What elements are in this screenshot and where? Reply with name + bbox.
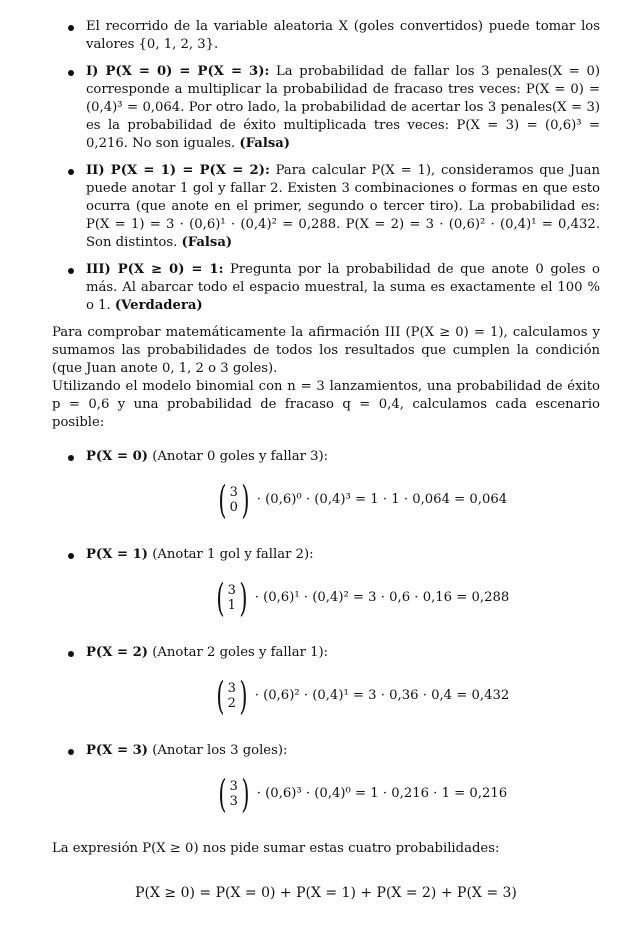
binomial-numbers bbox=[228, 583, 236, 613]
case-item-2 bbox=[52, 644, 600, 716]
claim-item-1 bbox=[52, 63, 600, 153]
case-item-0 bbox=[52, 448, 600, 520]
binom-k: 1 bbox=[227, 598, 236, 613]
claim-body: Para calcular P(X = 1), consideramos que Juan puede anotar 1 gol y fallar 2. Existen 3 combinaciones o formas en que esto ocurra (que anote en el primer, segundo o tercer tiro). La probabilidad es: P(X = 1) = 3 · (0,6)¹ · (0,4)² = 0,288. P(X = 2) = 3 · (0,6)² · (0,4)¹ = 0,432. Son distintos. bbox=[86, 163, 600, 250]
intro-text: El recorrido de la variable aleatoria X (goles convertidos) puede tomar los valores {0, 1, 2, 3}. bbox=[86, 19, 600, 52]
intro-bullet bbox=[52, 18, 600, 54]
claim-head: II) P(X = 1) = P(X = 2): bbox=[86, 163, 270, 178]
claim-head: I) P(X = 0) = P(X = 3): bbox=[86, 64, 270, 79]
right-paren: ) bbox=[239, 674, 248, 718]
case-formula bbox=[122, 480, 600, 520]
binom-n: 3 bbox=[229, 485, 238, 500]
total-formula: P(X ≥ 0) = P(X = 0) + P(X = 1) + P(X = 2) + P(X = 3) bbox=[135, 885, 517, 901]
right-paren: ) bbox=[241, 772, 250, 816]
binomial-numbers bbox=[228, 681, 236, 711]
claim-verdict: (Falsa) bbox=[239, 136, 291, 151]
case-item-1 bbox=[52, 546, 600, 618]
right-paren: ) bbox=[239, 576, 248, 620]
binomial-coefficient bbox=[215, 772, 253, 816]
document-page bbox=[52, 18, 600, 902]
case-title: P(X = 1) bbox=[86, 547, 149, 562]
left-paren: ( bbox=[218, 772, 227, 816]
formula-rest: · (0,6)⁰ · (0,4)³ = 1 · 1 · 0,064 = 0,064 bbox=[256, 492, 508, 507]
paragraph-verification: Para comprobar matemáticamente la afirmación III (P(X ≥ 0) = 1), calculamos y sumamos las probabilidades de todos los resultados que cumplen la condición (que Juan anote 0, 1, 2 o 3 goles). bbox=[52, 325, 600, 376]
formula-rest: · (0,6)² · (0,4)¹ = 3 · 0,36 · 0,4 = 0,432 bbox=[254, 688, 510, 703]
case-title: P(X = 0) bbox=[86, 449, 149, 464]
case-description: (Anotar 1 gol y fallar 2): bbox=[152, 547, 314, 562]
formula-rest: · (0,6)³ · (0,4)⁰ = 1 · 0,216 · 1 = 0,216 bbox=[256, 786, 508, 801]
binom-k: 2 bbox=[227, 696, 236, 711]
claim-body: La probabilidad de fallar los 3 penales(X = 0) corresponde a multiplicar la probabilidad de fracaso tres veces: P(X = 0) = (0,4)³ = 0,064. Por otro lado, la probabilidad de acertar los 3 penales(X = 3) es la probabilidad de éxito multiplicada tres veces: P(X = 3) = (0,6)³ = 0,216. No son iguales. bbox=[86, 64, 601, 151]
cases-list bbox=[52, 448, 600, 814]
claim-item-3 bbox=[52, 261, 600, 315]
left-paren: ( bbox=[218, 478, 227, 522]
case-title: P(X = 3) bbox=[86, 743, 149, 758]
binomial-numbers bbox=[230, 779, 238, 809]
binom-k: 3 bbox=[229, 794, 238, 809]
case-formula bbox=[122, 774, 600, 814]
claim-verdict: (Verdadera) bbox=[114, 298, 203, 313]
left-paren: ( bbox=[216, 674, 225, 718]
case-heading bbox=[52, 448, 600, 466]
case-description: (Anotar 2 goles y fallar 1): bbox=[152, 645, 329, 660]
case-heading bbox=[52, 742, 600, 760]
claims-list bbox=[52, 18, 600, 315]
case-heading bbox=[52, 546, 600, 564]
case-item-3 bbox=[52, 742, 600, 814]
formula-rest: · (0,6)¹ · (0,4)² = 3 · 0,6 · 0,16 = 0,288 bbox=[254, 590, 510, 605]
claim-verdict: (Falsa) bbox=[181, 235, 233, 250]
binomial-coefficient bbox=[213, 576, 251, 620]
right-paren: ) bbox=[241, 478, 250, 522]
case-title: P(X = 2) bbox=[86, 645, 149, 660]
binomial-coefficient bbox=[215, 478, 253, 522]
binom-n: 3 bbox=[227, 583, 236, 598]
binomial-coefficient bbox=[213, 674, 251, 718]
claim-head: III) P(X ≥ 0) = 1: bbox=[86, 262, 224, 277]
binomial-numbers bbox=[230, 485, 238, 515]
case-description: (Anotar los 3 goles): bbox=[152, 743, 288, 758]
binom-n: 3 bbox=[229, 779, 238, 794]
paragraph-summary: La expresión P(X ≥ 0) nos pide sumar estas cuatro probabilidades: bbox=[52, 841, 500, 856]
case-description: (Anotar 0 goles y fallar 3): bbox=[152, 449, 329, 464]
binom-n: 3 bbox=[227, 681, 236, 696]
binom-k: 0 bbox=[229, 500, 238, 515]
claim-item-2 bbox=[52, 162, 600, 252]
left-paren: ( bbox=[216, 576, 225, 620]
case-heading bbox=[52, 644, 600, 662]
paragraph-binomial-model: Utilizando el modelo binomial con n = 3 lanzamientos, una probabilidad de éxito p = 0,6 y una probabilidad de fracaso q = 0,4, calculamos cada escenario posible: bbox=[52, 379, 600, 430]
case-formula bbox=[122, 676, 600, 716]
case-formula bbox=[122, 578, 600, 618]
claim-body: Pregunta por la probabilidad de que anote 0 goles o más. Al abarcar todo el espacio muestral, la suma es exactamente el 100 % o 1. bbox=[86, 262, 600, 313]
